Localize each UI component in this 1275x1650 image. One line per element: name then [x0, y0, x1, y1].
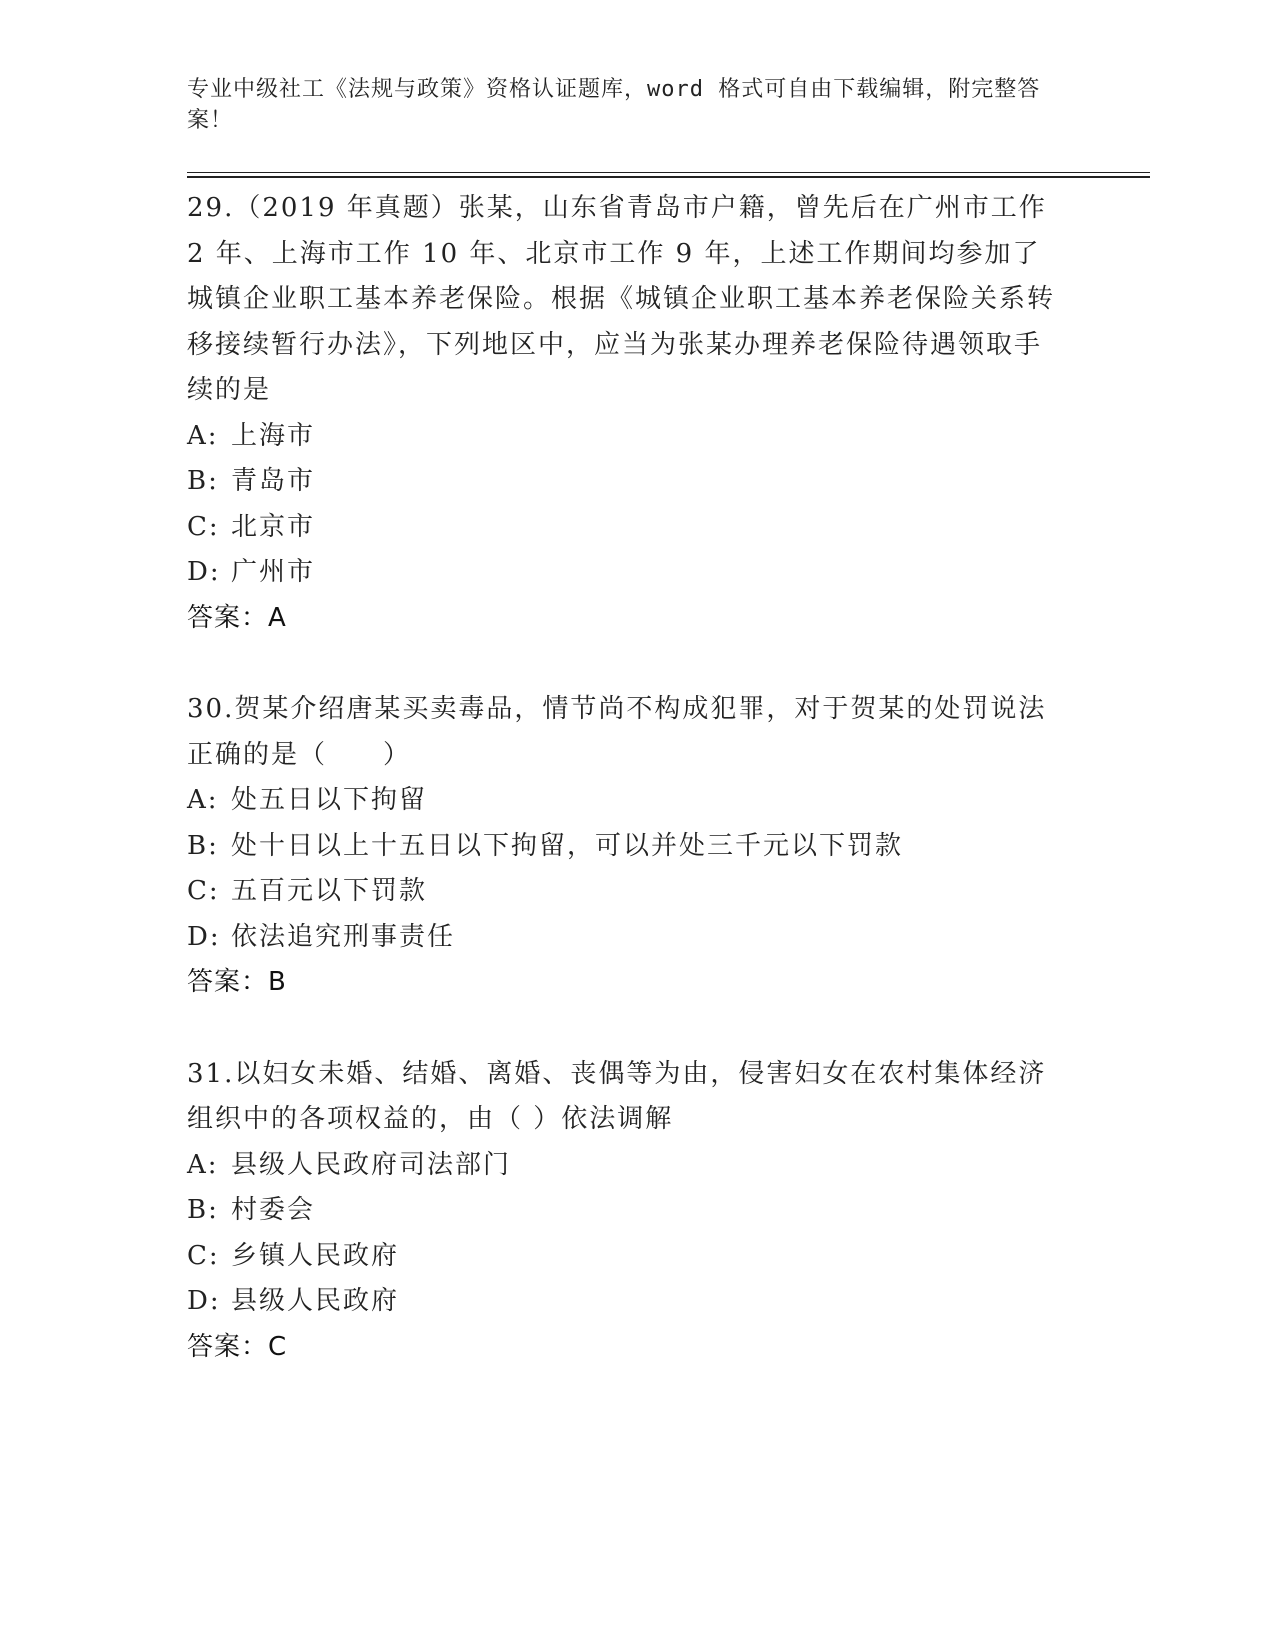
- option-c: [187, 1234, 1067, 1280]
- option-d: [187, 1279, 1067, 1325]
- option-key: D:: [187, 1286, 221, 1316]
- option-b: [187, 1188, 1067, 1234]
- option-c: [187, 505, 1067, 551]
- option-a: [187, 778, 1067, 824]
- question-29: [187, 186, 1067, 641]
- answer-line: 答案：C: [187, 1331, 288, 1362]
- answer-line: 答案：B: [187, 967, 287, 997]
- option-text: 处五日以下拘留: [231, 785, 428, 815]
- option-key: A:: [187, 1149, 219, 1180]
- option-key: A:: [187, 420, 219, 451]
- option-key: C:: [187, 1240, 220, 1271]
- option-text: 县级人民政府: [231, 1286, 400, 1316]
- option-text: 依法追究刑事责任: [231, 921, 456, 952]
- option-text: 乡镇人民政府: [231, 1240, 400, 1271]
- question-30: [187, 687, 1067, 1006]
- option-text: 广州市: [231, 557, 316, 587]
- question-stem: 30.贺某介绍唐某买卖毒品，情节尚不构成犯罪，对于贺某的处罚说法正确的是（ ）: [187, 694, 1047, 770]
- option-text: 处十日以上十五日以下拘留，可以并处三千元以下罚款: [231, 830, 904, 861]
- option-text: 县级人民政府司法部门: [231, 1149, 512, 1180]
- option-a: [187, 414, 1067, 460]
- option-key: A:: [187, 785, 219, 815]
- header-divider-bottom: [187, 176, 1150, 178]
- option-key: C:: [187, 876, 220, 906]
- document-header: 专业中级社工《法规与政策》资格认证题库，word 格式可自由下载编辑，附完整答案！: [187, 77, 1041, 133]
- option-key: B:: [187, 830, 219, 861]
- answer-line: 答案：A: [187, 602, 287, 633]
- option-c: [187, 869, 1067, 915]
- option-key: D:: [187, 557, 221, 587]
- question-31: [187, 1052, 1067, 1371]
- option-b: [187, 824, 1067, 870]
- option-key: C:: [187, 511, 220, 542]
- option-text: 村委会: [231, 1195, 316, 1225]
- option-a: [187, 1143, 1067, 1189]
- option-text: 北京市: [231, 511, 316, 542]
- option-text: 青岛市: [231, 466, 316, 496]
- header-divider-top: [187, 172, 1150, 173]
- option-d: [187, 915, 1067, 961]
- option-key: D:: [187, 921, 221, 952]
- question-stem: 31.以妇女未婚、结婚、离婚、丧偶等为由，侵害妇女在农村集体经济组织中的各项权益的，由（ ）依法调解: [187, 1058, 1047, 1134]
- question-stem: 29.（2019 年真题）张某，山东省青岛市户籍，曾先后在广州市工作 2 年、上海市工作 10 年、北京市工作 9 年，上述工作期间均参加了城镇企业职工基本养老保险。根据《城镇企业职工基本养老保险关系转移接续暂行办法》，下列地区中，应当为张某办理养老保险待遇领取手续的是: [187, 193, 1056, 405]
- option-d: [187, 550, 1067, 596]
- option-key: B:: [187, 466, 219, 496]
- option-text: 上海市: [231, 420, 316, 451]
- option-key: B:: [187, 1195, 219, 1225]
- question-list: [187, 186, 1067, 1416]
- option-text: 五百元以下罚款: [231, 876, 428, 906]
- option-b: [187, 459, 1067, 505]
